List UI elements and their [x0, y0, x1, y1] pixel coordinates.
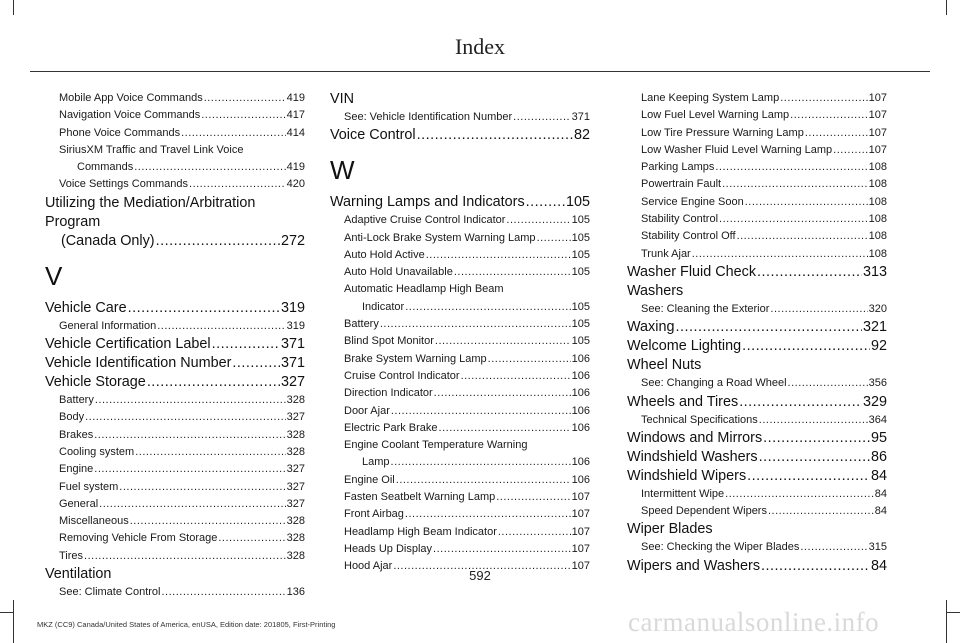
entry-page-number: 84 [870, 557, 887, 574]
dot-leader [526, 193, 565, 212]
entry-title: Vehicle Identification Number [45, 355, 232, 372]
dot-leader [380, 316, 571, 333]
index-sub-entry [627, 503, 887, 520]
entry-title: Adaptive Cruise Control Indicator [344, 214, 506, 227]
watermark-logo: carmanualsonline.info [628, 607, 880, 637]
index-sub-entry [330, 385, 590, 402]
entry-title: Brake System Warning Lamp [344, 352, 487, 365]
entry-title: Miscellaneous [59, 515, 129, 528]
entry-page-number: 420 [286, 178, 305, 191]
dot-leader [742, 337, 870, 356]
entry-title: Mobile App Voice Commands [59, 92, 203, 104]
entry-page-number: 356 [868, 377, 887, 390]
entry-page-number: 106 [571, 369, 590, 382]
entry-title: Parking Lamps [641, 161, 715, 174]
entry-page-number: 272 [280, 232, 305, 249]
dot-leader [461, 368, 571, 385]
index-sub-entry: Automatic Headlamp High Beam [344, 283, 504, 296]
index-sub-entry [45, 444, 305, 461]
entry-title: Auto Hold Unavailable [344, 266, 453, 279]
index-sub-entry [627, 125, 887, 142]
entry-page-number: 329 [862, 393, 887, 410]
index-sub-entry [627, 486, 887, 503]
entry-page-number: 106 [571, 352, 590, 365]
index-sub-entry [45, 427, 305, 444]
entry-title: Wheels and Tires [627, 393, 739, 410]
entry-page-number: 136 [286, 586, 305, 599]
entry-title: Heads Up Display [344, 542, 433, 555]
dot-leader [513, 109, 570, 126]
index-column-2 [330, 90, 590, 576]
index-sub-entry [330, 351, 590, 368]
entry-title: Voice Control [330, 127, 416, 144]
dot-leader [496, 489, 570, 506]
entry-page-number: 327 [286, 480, 305, 493]
index-sub-entry [627, 228, 887, 245]
dot-leader [675, 318, 862, 337]
dot-leader [181, 125, 286, 142]
entry-title: Powertrain Fault [641, 178, 722, 191]
index-column-3 [627, 90, 887, 576]
index-main-entry: Wheel Nuts [627, 357, 702, 374]
dot-leader [759, 448, 870, 467]
index-letter-heading: W [330, 155, 355, 186]
index-sub-entry [45, 107, 305, 124]
index-sub-entry [45, 513, 305, 530]
dot-leader [498, 524, 571, 541]
index-sub-entry [45, 461, 305, 478]
index-sub-entry [627, 301, 887, 318]
entry-page-number: 105 [571, 214, 590, 227]
index-sub-entry [330, 506, 590, 523]
entry-title: Intermittent Wipe [641, 487, 725, 500]
index-main-entry [627, 337, 887, 356]
entry-title: Waxing [627, 319, 675, 336]
entry-title: Battery [59, 394, 94, 407]
entry-title: Speed Dependent Wipers [641, 505, 767, 518]
entry-title: Stability Control [641, 213, 719, 226]
dot-leader [405, 506, 571, 523]
index-sub-entry [627, 194, 887, 211]
index-sub-entry [45, 530, 305, 547]
entry-page-number: 106 [571, 387, 590, 400]
entry-title: General [59, 497, 99, 510]
entry-title: Engine Oil [344, 473, 395, 486]
index-main-entry [45, 299, 305, 318]
dot-leader [434, 385, 571, 402]
entry-page-number: 321 [862, 319, 887, 336]
entry-page-number: 107 [868, 92, 887, 104]
entry-page-number: 328 [286, 428, 305, 441]
index-sub-entry [330, 109, 590, 126]
index-sub-entry [627, 375, 887, 392]
entry-title: Lane Keeping System Lamp [641, 92, 780, 104]
dot-leader [128, 299, 280, 318]
entry-page-number: 106 [571, 421, 590, 434]
entry-title: Battery [344, 318, 379, 331]
entry-page-number: 319 [286, 319, 305, 332]
entry-title: Hood Ajar [344, 560, 393, 573]
crop-mark [0, 612, 13, 613]
entry-title: Service Engine Soon [641, 195, 744, 208]
entry-title: Cruise Control Indicator [344, 369, 460, 382]
entry-page-number: 84 [874, 505, 887, 518]
entry-title: General Information [59, 319, 157, 332]
index-sub-entry [45, 496, 305, 513]
index-sub-entry [627, 176, 887, 193]
entry-page-number: 419 [286, 92, 305, 104]
crop-mark [946, 0, 947, 15]
entry-page-number: 105 [571, 231, 590, 244]
entry-title: Front Airbag [344, 508, 404, 521]
dot-leader [396, 472, 571, 489]
entry-title: Windshield Wipers [627, 467, 747, 484]
entry-title: Door Ajar [344, 404, 390, 417]
entry-title: Welcome Lighting [627, 338, 742, 355]
dot-leader [722, 176, 868, 193]
dot-leader [84, 548, 286, 565]
entry-page-number: 327 [286, 463, 305, 476]
entry-page-number: 108 [868, 195, 887, 208]
entry-page-number: 86 [870, 448, 887, 465]
index-sub-entry [627, 159, 887, 176]
index-main-entry [330, 126, 590, 145]
entry-page-number: 327 [280, 374, 305, 391]
entry-page-number: 108 [868, 230, 887, 243]
dot-leader [692, 246, 868, 263]
dot-leader [747, 467, 870, 486]
entry-page-number: 414 [286, 126, 305, 139]
dot-leader [488, 351, 571, 368]
dot-leader [833, 142, 867, 159]
entry-title: Electric Park Brake [344, 421, 438, 434]
index-sub-entry [627, 90, 887, 107]
entry-page-number: 107 [868, 109, 887, 122]
entry-title: Technical Specifications [641, 413, 758, 426]
entry-title: Engine [59, 463, 94, 476]
entry-title: See: Vehicle Identification Number [344, 111, 513, 123]
dot-leader [759, 412, 868, 429]
entry-title: Body [59, 411, 85, 424]
entry-page-number: 327 [286, 497, 305, 510]
dot-leader [537, 230, 571, 247]
dot-leader [780, 90, 867, 107]
index-sub-entry [45, 409, 305, 426]
entry-title: Brakes [59, 428, 94, 441]
index-sub-entry [330, 420, 590, 437]
entry-title: Cooling system [59, 445, 135, 458]
dot-leader [212, 335, 280, 354]
entry-page-number: 107 [571, 542, 590, 555]
index-main-entry [45, 354, 305, 373]
dot-leader [745, 194, 868, 211]
entry-page-number: 364 [868, 413, 887, 426]
dot-leader [134, 159, 285, 176]
entry-page-number: 95 [870, 429, 887, 446]
dot-leader [454, 264, 571, 281]
entry-page-number: 319 [280, 299, 305, 316]
dot-leader [204, 90, 286, 107]
dot-leader [157, 318, 285, 335]
entry-title: See: Changing a Road Wheel [641, 377, 787, 390]
index-sub-entry [45, 176, 305, 193]
index-main-entry: VIN [330, 91, 354, 107]
dot-leader [790, 107, 867, 124]
entry-title: See: Climate Control [59, 586, 161, 599]
entry-page-number: 106 [571, 473, 590, 486]
dot-leader [232, 354, 280, 373]
entry-page-number: 84 [874, 487, 887, 500]
index-sub-entry [330, 524, 590, 541]
dot-leader [737, 228, 868, 245]
entry-page-number: 107 [571, 560, 590, 573]
crop-mark [946, 600, 947, 643]
header-rule [30, 71, 930, 72]
dot-leader [768, 503, 874, 520]
entry-page-number: 107 [868, 126, 887, 139]
entry-title: Blind Spot Monitor [344, 335, 434, 348]
dot-leader [788, 375, 868, 392]
index-sub-entry [627, 142, 887, 159]
index-main-entry: Wiper Blades [627, 521, 713, 538]
edition-footer: MKZ (CC9) Canada/United States of America, enUSA, Edition date: 201805, First-Printing [37, 620, 336, 629]
entry-title: Auto Hold Active [344, 248, 425, 261]
entry-title: Vehicle Certification Label [45, 336, 211, 353]
index-main-entry [627, 448, 887, 467]
index-main-entry [627, 318, 887, 337]
index-main-entry [627, 429, 887, 448]
dot-leader [201, 107, 285, 124]
dot-leader [757, 263, 862, 282]
index-main-entry [330, 193, 590, 212]
dot-leader [739, 393, 862, 412]
index-sub-entry-continuation [330, 299, 590, 316]
entry-page-number: 417 [286, 109, 305, 122]
index-sub-entry [330, 230, 590, 247]
entry-title: Low Washer Fluid Level Warning Lamp [641, 143, 833, 156]
index-sub-entry [45, 548, 305, 565]
dot-leader [95, 392, 286, 409]
entry-title: See: Checking the Wiper Blades [641, 541, 800, 554]
index-letter-heading: V [45, 260, 63, 291]
page-number: 592 [469, 568, 491, 583]
dot-leader [506, 212, 570, 229]
crop-mark [947, 612, 960, 613]
index-sub-entry [627, 412, 887, 429]
entry-page-number: 107 [571, 491, 590, 504]
entry-title: Wipers and Washers [627, 557, 761, 574]
entry-page-number: 371 [280, 336, 305, 353]
crop-mark [13, 0, 14, 15]
entry-page-number: 313 [862, 263, 887, 280]
entry-title: Stability Control Off [641, 230, 736, 243]
entry-page-number: 108 [868, 178, 887, 191]
index-sub-entry [45, 318, 305, 335]
index-sub-entry [45, 125, 305, 142]
dot-leader [94, 461, 285, 478]
index-sub-entry [45, 479, 305, 496]
dot-leader [435, 333, 571, 350]
entry-page-number: 82 [573, 127, 590, 144]
dot-leader [135, 444, 285, 461]
entry-page-number: 107 [571, 525, 590, 538]
entry-page-number: 328 [286, 549, 305, 562]
entry-title: Trunk Ajar [641, 247, 691, 260]
entry-page-number: 108 [868, 161, 887, 174]
dot-leader [417, 126, 573, 145]
entry-title: Voice Settings Commands [59, 178, 189, 191]
entry-page-number: 328 [286, 445, 305, 458]
entry-page-number: 419 [286, 161, 305, 174]
page-header-title: Index [454, 34, 506, 59]
entry-page-number: 328 [286, 394, 305, 407]
index-sub-entry-continuation [45, 159, 305, 176]
dot-leader [94, 427, 285, 444]
dot-leader [218, 530, 285, 547]
index-sub-entry [330, 247, 590, 264]
entry-title: Windshield Washers [627, 448, 758, 465]
entry-page-number: 105 [571, 300, 590, 313]
entry-title: Commands [77, 161, 134, 174]
dot-leader [99, 496, 286, 513]
entry-title: Vehicle Care [45, 299, 127, 316]
dot-leader [156, 232, 280, 251]
crop-mark [13, 600, 14, 643]
index-main-entry [45, 373, 305, 392]
entry-title: Tires [59, 549, 84, 562]
dot-leader [439, 420, 571, 437]
index-main-entry: Ventilation [45, 566, 112, 583]
entry-title: Vehicle Storage [45, 374, 146, 391]
dot-leader [405, 299, 570, 316]
entry-page-number: 106 [571, 404, 590, 417]
dot-leader [770, 301, 867, 318]
entry-page-number: 371 [571, 111, 590, 123]
entry-title: Warning Lamps and Indicators [330, 194, 525, 211]
entry-page-number: 105 [571, 266, 590, 279]
entry-page-number: 105 [571, 335, 590, 348]
dot-leader [805, 125, 868, 142]
index-main-entry: Utilizing the Mediation/Arbitration Program [45, 194, 256, 230]
entry-title: (Canada Only) [61, 232, 155, 249]
entry-title: See: Cleaning the Exterior [641, 302, 770, 315]
dot-leader [119, 479, 285, 496]
dot-leader [433, 541, 571, 558]
entry-title: Anti-Lock Brake System Warning Lamp [344, 231, 536, 244]
entry-page-number: 105 [571, 248, 590, 261]
entry-page-number: 84 [870, 467, 887, 484]
index-sub-entry [330, 333, 590, 350]
entry-page-number: 92 [870, 338, 887, 355]
index-main-entry [45, 335, 305, 354]
entry-title: Navigation Voice Commands [59, 109, 201, 122]
dot-leader [725, 486, 874, 503]
entry-page-number: 320 [868, 302, 887, 315]
entry-title: Headlamp High Beam Indicator [344, 525, 497, 538]
entry-page-number: 108 [868, 213, 887, 226]
index-sub-entry [627, 211, 887, 228]
dot-leader [426, 247, 571, 264]
entry-title: Phone Voice Commands [59, 126, 181, 139]
index-sub-entry [627, 107, 887, 124]
entry-page-number: 107 [571, 508, 590, 521]
index-main-entry [627, 263, 887, 282]
dot-leader [189, 176, 286, 193]
dot-leader [147, 373, 280, 392]
entry-page-number: 105 [565, 194, 590, 211]
index-main-entry [627, 467, 887, 486]
entry-page-number: 371 [280, 355, 305, 372]
index-sub-entry [45, 90, 305, 107]
dot-leader [391, 454, 571, 471]
index-sub-entry [45, 584, 305, 601]
index-sub-entry [627, 246, 887, 263]
entry-page-number: 315 [868, 541, 887, 554]
entry-title: Direction Indicator [344, 387, 433, 400]
index-sub-entry: Engine Coolant Temperature Warning [344, 439, 528, 452]
entry-page-number: 107 [868, 143, 887, 156]
entry-title: Removing Vehicle From Storage [59, 532, 218, 545]
dot-leader [719, 211, 868, 228]
dot-leader [162, 584, 286, 601]
dot-leader [391, 403, 571, 420]
entry-page-number: 328 [286, 515, 305, 528]
index-sub-entry [45, 392, 305, 409]
index-sub-entry: SiriusXM Traffic and Travel Link Voice [59, 143, 244, 156]
dot-leader [130, 513, 286, 530]
dot-leader [763, 429, 870, 448]
entry-page-number: 106 [571, 456, 590, 469]
entry-page-number: 327 [286, 411, 305, 424]
entry-title: Windows and Mirrors [627, 429, 763, 446]
entry-title: Low Fuel Level Warning Lamp [641, 109, 790, 122]
index-sub-entry [330, 316, 590, 333]
entry-page-number: 105 [571, 318, 590, 331]
index-sub-entry [330, 472, 590, 489]
index-sub-entry [330, 212, 590, 229]
entry-title: Indicator [362, 300, 405, 313]
entry-page-number: 108 [868, 247, 887, 260]
index-sub-entry [330, 403, 590, 420]
dot-leader [715, 159, 867, 176]
index-sub-entry [330, 368, 590, 385]
index-sub-entry-continuation [330, 454, 590, 471]
entry-title: Fuel system [59, 480, 119, 493]
index-main-entry: Washers [627, 282, 684, 299]
index-main-entry [627, 393, 887, 412]
entry-title: Lamp [362, 456, 390, 469]
index-sub-entry [330, 264, 590, 281]
entry-page-number: 328 [286, 532, 305, 545]
dot-leader [800, 539, 867, 556]
entry-title: Low Tire Pressure Warning Lamp [641, 126, 804, 139]
entry-title: Fasten Seatbelt Warning Lamp [344, 491, 496, 504]
index-sub-entry [330, 489, 590, 506]
index-column-1 [45, 90, 305, 601]
index-main-entry-continuation [45, 232, 305, 251]
dot-leader [85, 409, 286, 426]
index-sub-entry [330, 541, 590, 558]
index-sub-entry [627, 539, 887, 556]
entry-title: Washer Fluid Check [627, 263, 757, 280]
